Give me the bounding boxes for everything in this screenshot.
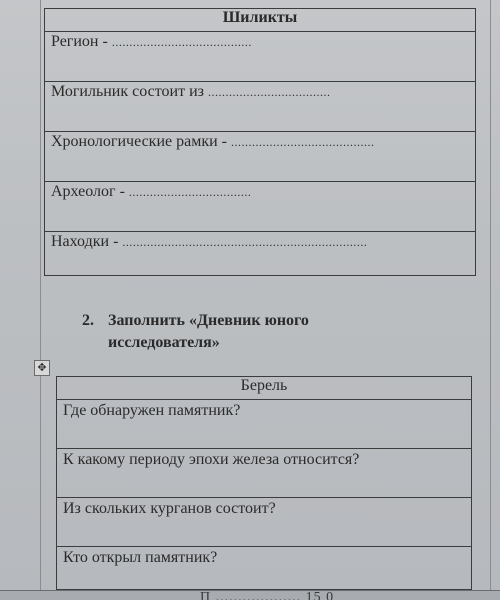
fill-dots: ........................................ <box>111 35 252 49</box>
berel-row-kurgans[interactable] <box>57 498 472 547</box>
fill-dots: ................................... <box>128 185 252 199</box>
task-number: 2. <box>82 312 94 329</box>
fill-dots: ................................... <box>207 85 331 99</box>
row-label: Могильник состоит из <box>51 83 208 100</box>
berel-table <box>56 376 472 590</box>
right-margin-line <box>490 0 491 600</box>
shilikty-row-region[interactable] <box>45 32 476 82</box>
row-label: Где обнаружен памятник? <box>63 402 241 419</box>
berel-row-period[interactable] <box>57 449 472 498</box>
row-label: Археолог - <box>51 183 129 200</box>
row-label: Хронологические рамки - <box>51 133 231 150</box>
berel-row-discoverer[interactable] <box>57 547 472 590</box>
task-line-1: Заполнить «Дневник юного <box>108 312 309 329</box>
row-label: Кто открыл памятник? <box>63 549 218 566</box>
row-label: К какому периоду эпохи железа относится? <box>63 451 360 468</box>
shilikty-row-burial[interactable] <box>45 82 476 132</box>
fill-dots: ...................................................................... <box>122 235 368 249</box>
shilikty-row-archaeologist[interactable] <box>45 182 476 232</box>
row-label: Находки - <box>51 233 123 250</box>
shilikty-row-chronology[interactable] <box>45 132 476 182</box>
task-heading <box>82 310 309 354</box>
row-label: Регион - <box>51 33 112 50</box>
shilikty-table <box>44 8 476 276</box>
shilikty-row-finds[interactable] <box>45 232 476 276</box>
berel-header: Берель <box>57 377 472 400</box>
left-margin-line <box>40 0 41 600</box>
table-move-handle-icon[interactable]: ✥ <box>34 360 50 376</box>
row-label: Из скольких курганов состоит? <box>63 500 276 517</box>
fill-dots: ......................................... <box>231 135 375 149</box>
cutoff-text: П ................... 15 0 <box>200 590 335 600</box>
berel-row-location[interactable] <box>57 400 472 449</box>
shilikty-header: Шиликты <box>45 9 476 32</box>
task-line-2: исследователя» <box>108 334 220 351</box>
